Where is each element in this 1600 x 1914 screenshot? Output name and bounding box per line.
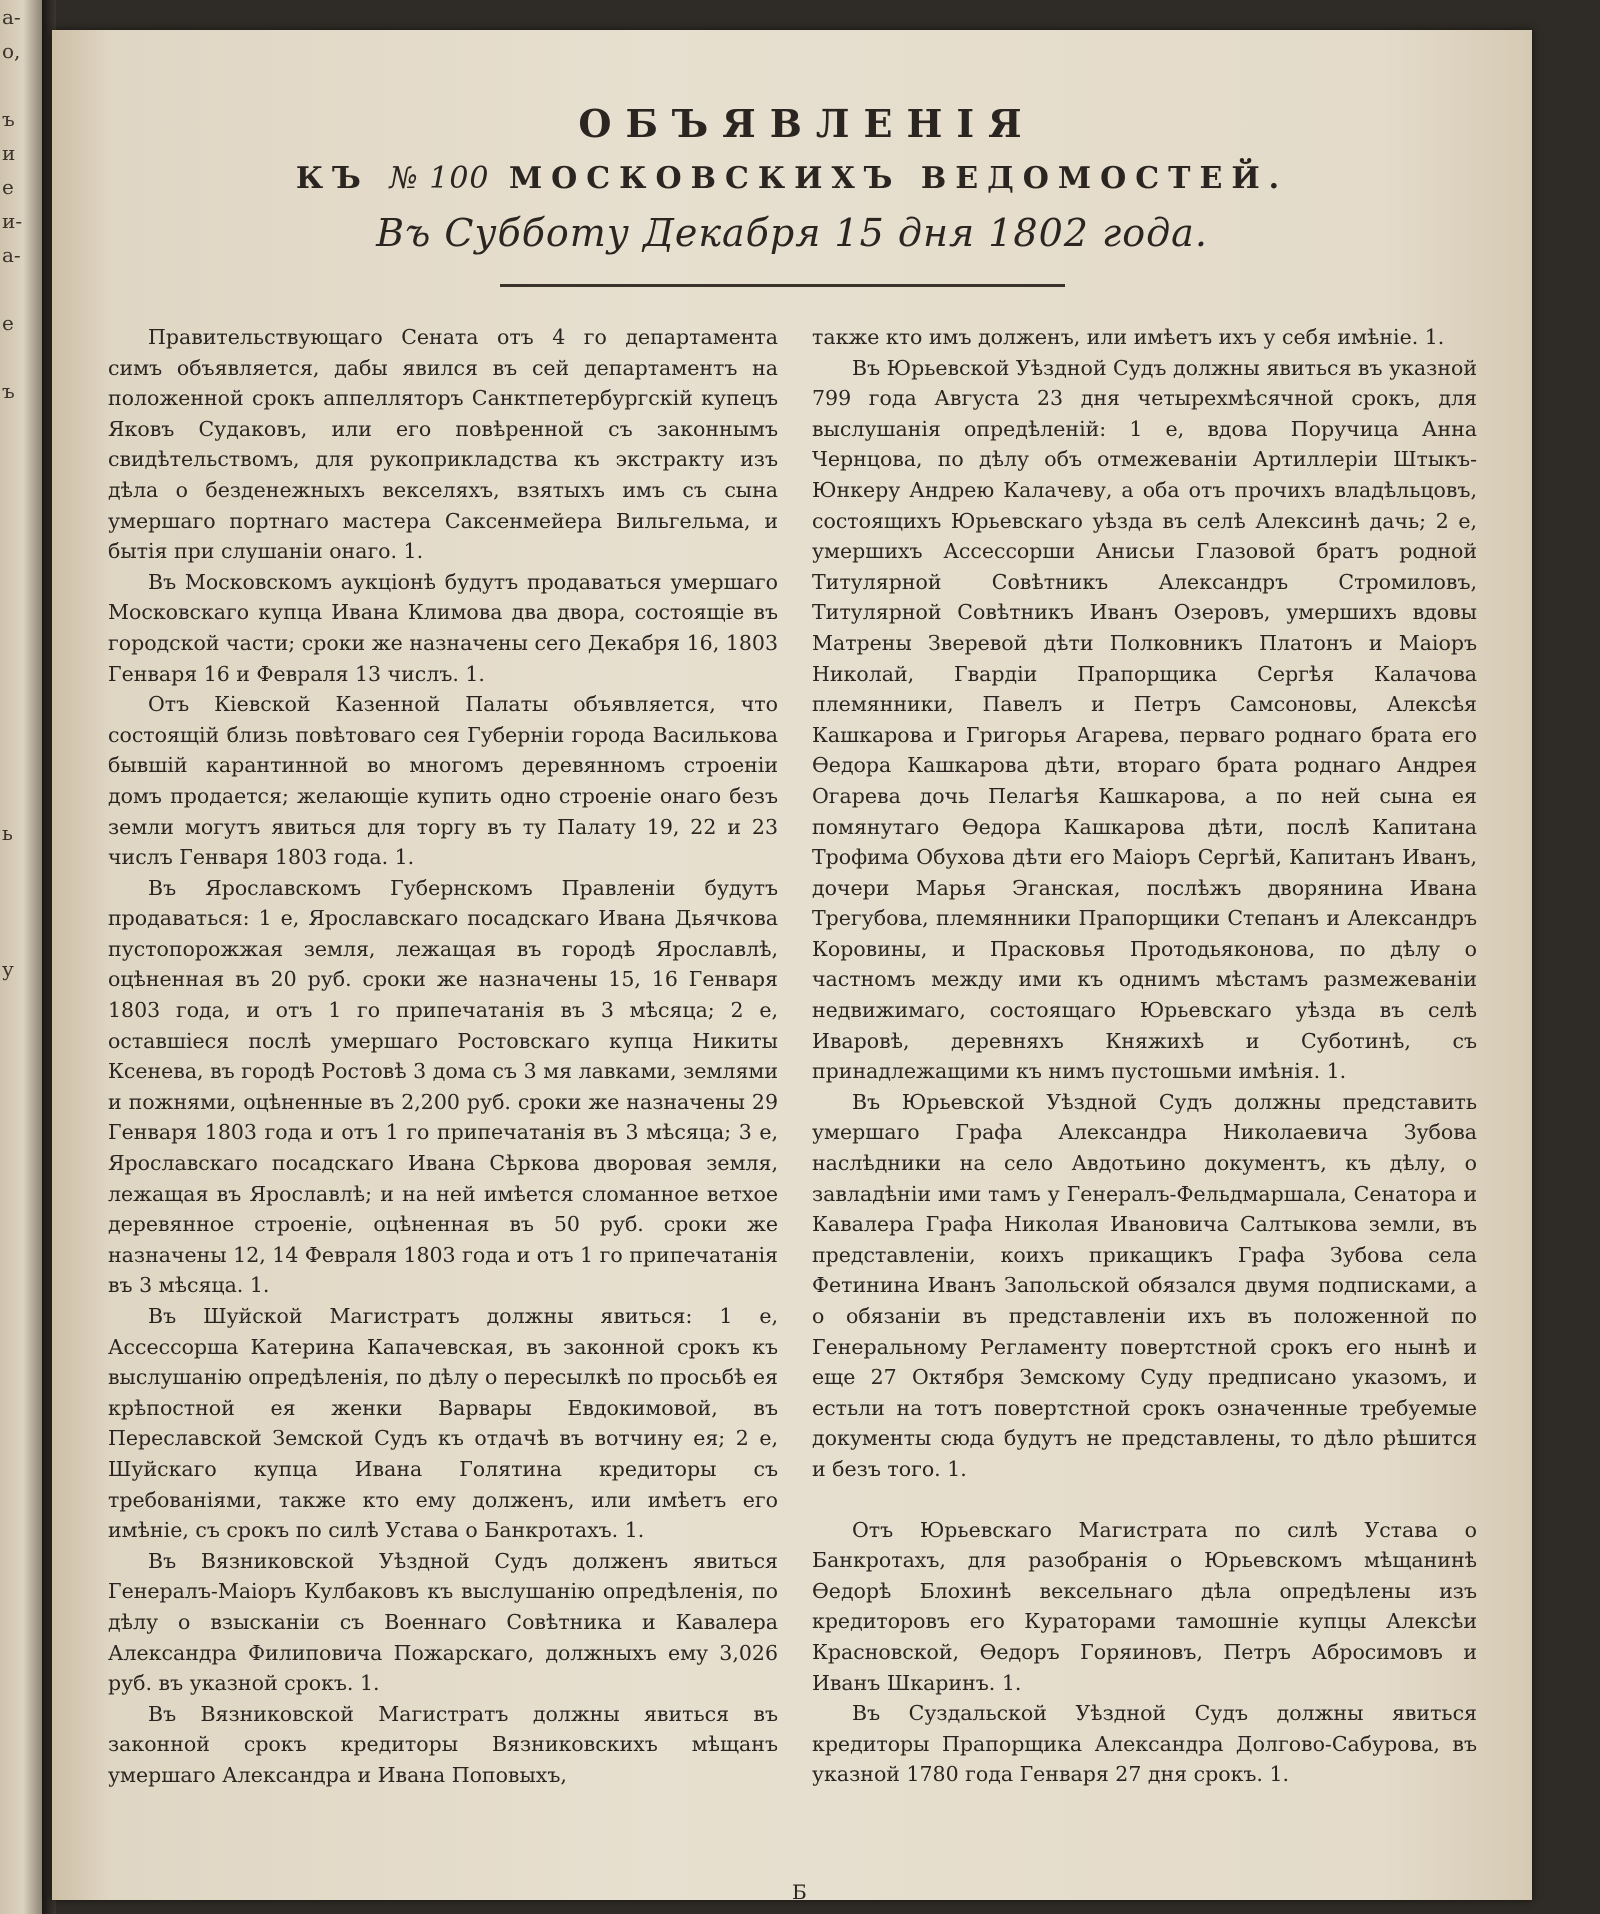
announcement: Въ Вязниковской Уѣздной Судъ долженъ явиться Генералъ-Маіоръ Кулбаковъ къ выслушанію опредѣленія, по дѣлу о взысканіи съ Военнаго Совѣтника и Кавалера Александра Филиповича Пожарскаго, должныхъ ему 3,026 руб. въ указной срокъ. 1. [108, 1548, 778, 1696]
announcement: Въ Московскомъ аукціонѣ будутъ продаваться умершаго Московскаго купца Ивана Климова два двора, состоящіе въ городской части; сроки же назначены сего Декабря 16, 1803 Генваря 16 и Февраля 13 числъ. 1. [108, 569, 778, 686]
fragment-text [0, 1462, 42, 1496]
fragment-text [0, 850, 42, 884]
announcement: Правительствующаго Сената отъ 4 го департамента симъ объявляется, дабы явился въ сей департаментъ на положенной срокъ аппелляторъ Санктпетербургскій купецъ Яковъ Судаковъ, или его повѣренной съ законнымъ свидѣтельствомъ, для рукоприкладства къ экстракту изъ дѣла о безденежныхъ векселяхъ, взятыхъ имъ съ сына умершаго портнаго мастера Саксенмейера Вильгельма, и бытія при слушаніи онаго. 1. [108, 325, 778, 564]
fragment-text [0, 1496, 42, 1530]
newspaper-page [52, 30, 1532, 1904]
fragment-text [0, 272, 42, 306]
fragment-text: а- [2, 243, 21, 267]
fragment-text: у [2, 957, 14, 981]
fragment-text [0, 1360, 42, 1394]
issue-number: № 100 [389, 161, 490, 196]
fragment-text: е [2, 311, 14, 335]
fragment-text [0, 408, 42, 442]
announcement: Въ Юрьевской Уѣздной Судъ должны представить умершаго Графа Александра Николаевича Зубова наслѣдники на село Авдотьино документъ, къ дѣлу, о завладѣніи ими тамъ у Генералъ-Фельдмаршала, Сенатора и Кавалера Графа Николая Ивановича Салтыкова земли, въ представленіи, коихъ прикащикъ Графа Зубова села Фетинина Иванъ Запольской обязался двумя подписками, а о обязаніи въ представленіи ихъ въ положенной по Генеральному Регламенту повертстной срокъ его нынѣ и еще 27 Октября Земскому Суду предписано указомъ, и естьли на тотъ повертстной срокъ означенные требуемые документы сюда будутъ не представлены, то дѣло рѣшится и безъ того. 1. [812, 1089, 1477, 1481]
fragment-text: о, [2, 39, 21, 63]
fragment-text [0, 578, 42, 612]
fragment-text: ъ [2, 379, 15, 403]
fragment-text [0, 918, 42, 952]
fragment-text [0, 1734, 42, 1768]
fragment-text [0, 1224, 42, 1258]
fragment-text [0, 646, 42, 680]
fragment-text [0, 1054, 42, 1088]
fragment-text [0, 1020, 42, 1054]
announcement: Отъ Кіевской Казенной Палаты объявляется, что состоящій близь повѣтоваго сея Губерніи города Василькова бывшій карантинной во многомъ деревянномъ строеніи домъ продается; желающіе купить одно строеніе онаго безъ земли могутъ явиться для торгу въ ту Палату 19, 22 и 23 числъ Генваря 1803 года. 1. [108, 692, 778, 870]
fragment-text [0, 1768, 42, 1802]
fragment-text [0, 1700, 42, 1734]
signature-mark: Б [792, 1880, 807, 1904]
fragment-text [0, 510, 42, 544]
fragment-text: ь [2, 821, 13, 845]
fragment-text [0, 1122, 42, 1156]
fragment-text [0, 1326, 42, 1360]
fragment-text [0, 1632, 42, 1666]
announcement: Въ Ярославскомъ Губернскомъ Правленіи будутъ продаваться: 1 е, Ярославскаго посадскаго Ивана Дьячкова пустопорожжая земля, лежащая въ городѣ Ярославлѣ, оцѣненная въ 20 руб. сроки же назначены 15, 16 Генваря 1803 года, и отъ 1 го припечатанія въ 3 мѣсяца; 2 е, оставшіеся послѣ умершаго Ростовскаго купца Никиты Ксенева, въ городѣ Ростовѣ 3 дома съ 3 мя лавками, землями и пожнями, оцѣненные въ 2,200 руб. сроки же назначены 29 Генваря 1803 года и отъ 1 го припечатанія въ 3 мѣсяца; 3 е, Ярославскаго посадскаго Ивана Сѣркова дворовая земля, лежащая въ Ярославлѣ; и на ней имѣется сломанное ветхое деревянное строеніе, оцѣненная въ 50 руб. сроки же назначены 12, 14 Февраля 1803 года и отъ 1 го припечатанія въ 3 мѣсяца. 1. [108, 875, 778, 1298]
issue-prefix: КЪ [295, 161, 370, 196]
fragment-text [0, 1428, 42, 1462]
fragment-text [0, 1530, 42, 1564]
page-header [52, 100, 1532, 260]
adjacent-page-fragment [0, 0, 42, 1914]
fragment-text [0, 714, 42, 748]
fragment-text: а- [2, 5, 21, 29]
fragment-text [0, 1088, 42, 1122]
fragment-text: и- [2, 209, 23, 233]
fragment-text [0, 1564, 42, 1598]
fragment-text [0, 1156, 42, 1190]
fragment-text [0, 612, 42, 646]
announcement-continuation: также кто имъ долженъ, или имѣетъ ихъ у себя имѣніе. 1. [812, 325, 1445, 349]
fragment-text [0, 1394, 42, 1428]
announcement: Въ Юрьевской Уѣздной Судъ должны явиться въ указной 799 года Августа 23 дня четырехмѣсячной срокъ, для выслушанія опредѣленій: 1 е, вдова Поручица Анна Чернцова, по дѣлу объ отмежеваніи Артиллеріи Штыкъ-Юнкеру Андрею Калачеву, а оба отъ прочихъ владѣльцовъ, состоящихъ Юрьевскаго уѣзда въ селѣ Алексинѣ дачь; 2 е, умершихъ Ассессорши Анисьи Глазовой братъ родной Титулярной Совѣтникъ Александръ Стромиловъ, Титулярной Совѣтникъ Иванъ Озеровъ, умершихъ вдовы Матрены Зверевой дѣти Полковникъ Платонъ и Маіоръ Николай, Гвардіи Прапорщика Сергѣя Калачова племянники, Павелъ и Петръ Самсоновы, Алексѣя Кашкарова и Григорья Агарева, перваго роднаго брата его Ѳедора Кашкарова дѣти, втораго брата роднаго Андрея Огарева дочь Пелагѣя Кашкарова, а по ней сына ея помянутаго Ѳедора Кашкарова дѣти, послѣ Капитана Трофима Обухова дѣти его Маіоръ Сергѣй, Капитанъ Иванъ, дочери Марья Эганская, послѣжъ дворянина Ивана Трегубова, племянники Прапорщики Степанъ и Александръ Коровины, и Прасковья Протодьяконова, по дѣлу о частномъ между ими къ однимъ мѣстамъ размежеваніи недвижимаго, состоящаго Юрьевскаго уѣзда въ селѣ Иваровѣ, деревняхъ Княжихѣ и Суботинѣ, съ принадлежащими къ нимъ пустошьми имѣнія. 1. [812, 355, 1477, 1084]
announcement: Въ Шуйской Магистратъ должны явиться: 1 е, Ассессорша Катерина Капачевская, въ законной срокъ къ выслушанію опредѣленія, по дѣлу о пересылкѣ по просьбѣ ея крѣпостной ея женки Варвары Евдокимовой, въ Переславской Земской Судъ къ отдачѣ въ вотчину ея; 2 е, Шуйскаго купца Ивана Голятина кредиторы съ требованіями, также кто ему долженъ, или имѣетъ его имѣніе, съ срокъ по силѣ Устава о Банкротахъ. 1. [108, 1304, 778, 1543]
fragment-text [0, 476, 42, 510]
fragment-text: и [2, 141, 16, 165]
header-divider [500, 284, 1065, 287]
right-column [812, 322, 1477, 1790]
left-column [108, 322, 778, 1791]
fragment-text [0, 782, 42, 816]
fragment-text [0, 442, 42, 476]
fragment-text [0, 1598, 42, 1632]
announcement: Отъ Юрьевскаго Магистрата по силѣ Устава о Банкротахъ, для разобранія о Юрьевскомъ мѣщанинѣ Ѳедорѣ Блохинѣ вексельнаго дѣла опредѣлены изъ кредиторовъ его Кураторами тамошніе купцы Алексѣи Красновской, Ѳедоръ Горяиновъ, Петръ Абросимовъ и Иванъ Шкаринъ. 1. [812, 1517, 1477, 1695]
fragment-text [0, 1258, 42, 1292]
announcement: Въ Суздальской Уѣздной Судъ должны явиться кредиторы Прапорщика Александра Долгово-Сабурова, въ указной 1780 года Генваря 27 дня срокъ. 1. [812, 1701, 1477, 1787]
fragment-text: ъ [2, 107, 15, 131]
announcement: Въ Вязниковской Магистратъ должны явиться въ законной срокъ кредиторы Вязниковскихъ мѣщанъ умершаго Александра и Ивана Поповыхъ, [108, 1701, 778, 1787]
issue-date: Въ Субботу Декабря 15 дня 1802 года. [376, 211, 1208, 255]
column-gap [812, 1485, 1477, 1515]
issue-line [52, 156, 1532, 202]
fragment-text [0, 340, 42, 374]
page-title: ОБЪЯВЛЕНІЯ [578, 101, 1036, 146]
fragment-text [0, 680, 42, 714]
fragment-text [0, 544, 42, 578]
fragment-text [0, 1190, 42, 1224]
fragment-text [0, 1292, 42, 1326]
fragment-text [0, 1666, 42, 1700]
fragment-text [0, 1802, 42, 1836]
fragment-text [0, 748, 42, 782]
fragment-text [0, 68, 42, 102]
fragment-text [0, 986, 42, 1020]
fragment-text: е [2, 175, 14, 199]
newspaper-name: МОСКОВСКИХЪ ВЕДОМОСТЕЙ. [508, 161, 1289, 196]
fragment-text [0, 884, 42, 918]
